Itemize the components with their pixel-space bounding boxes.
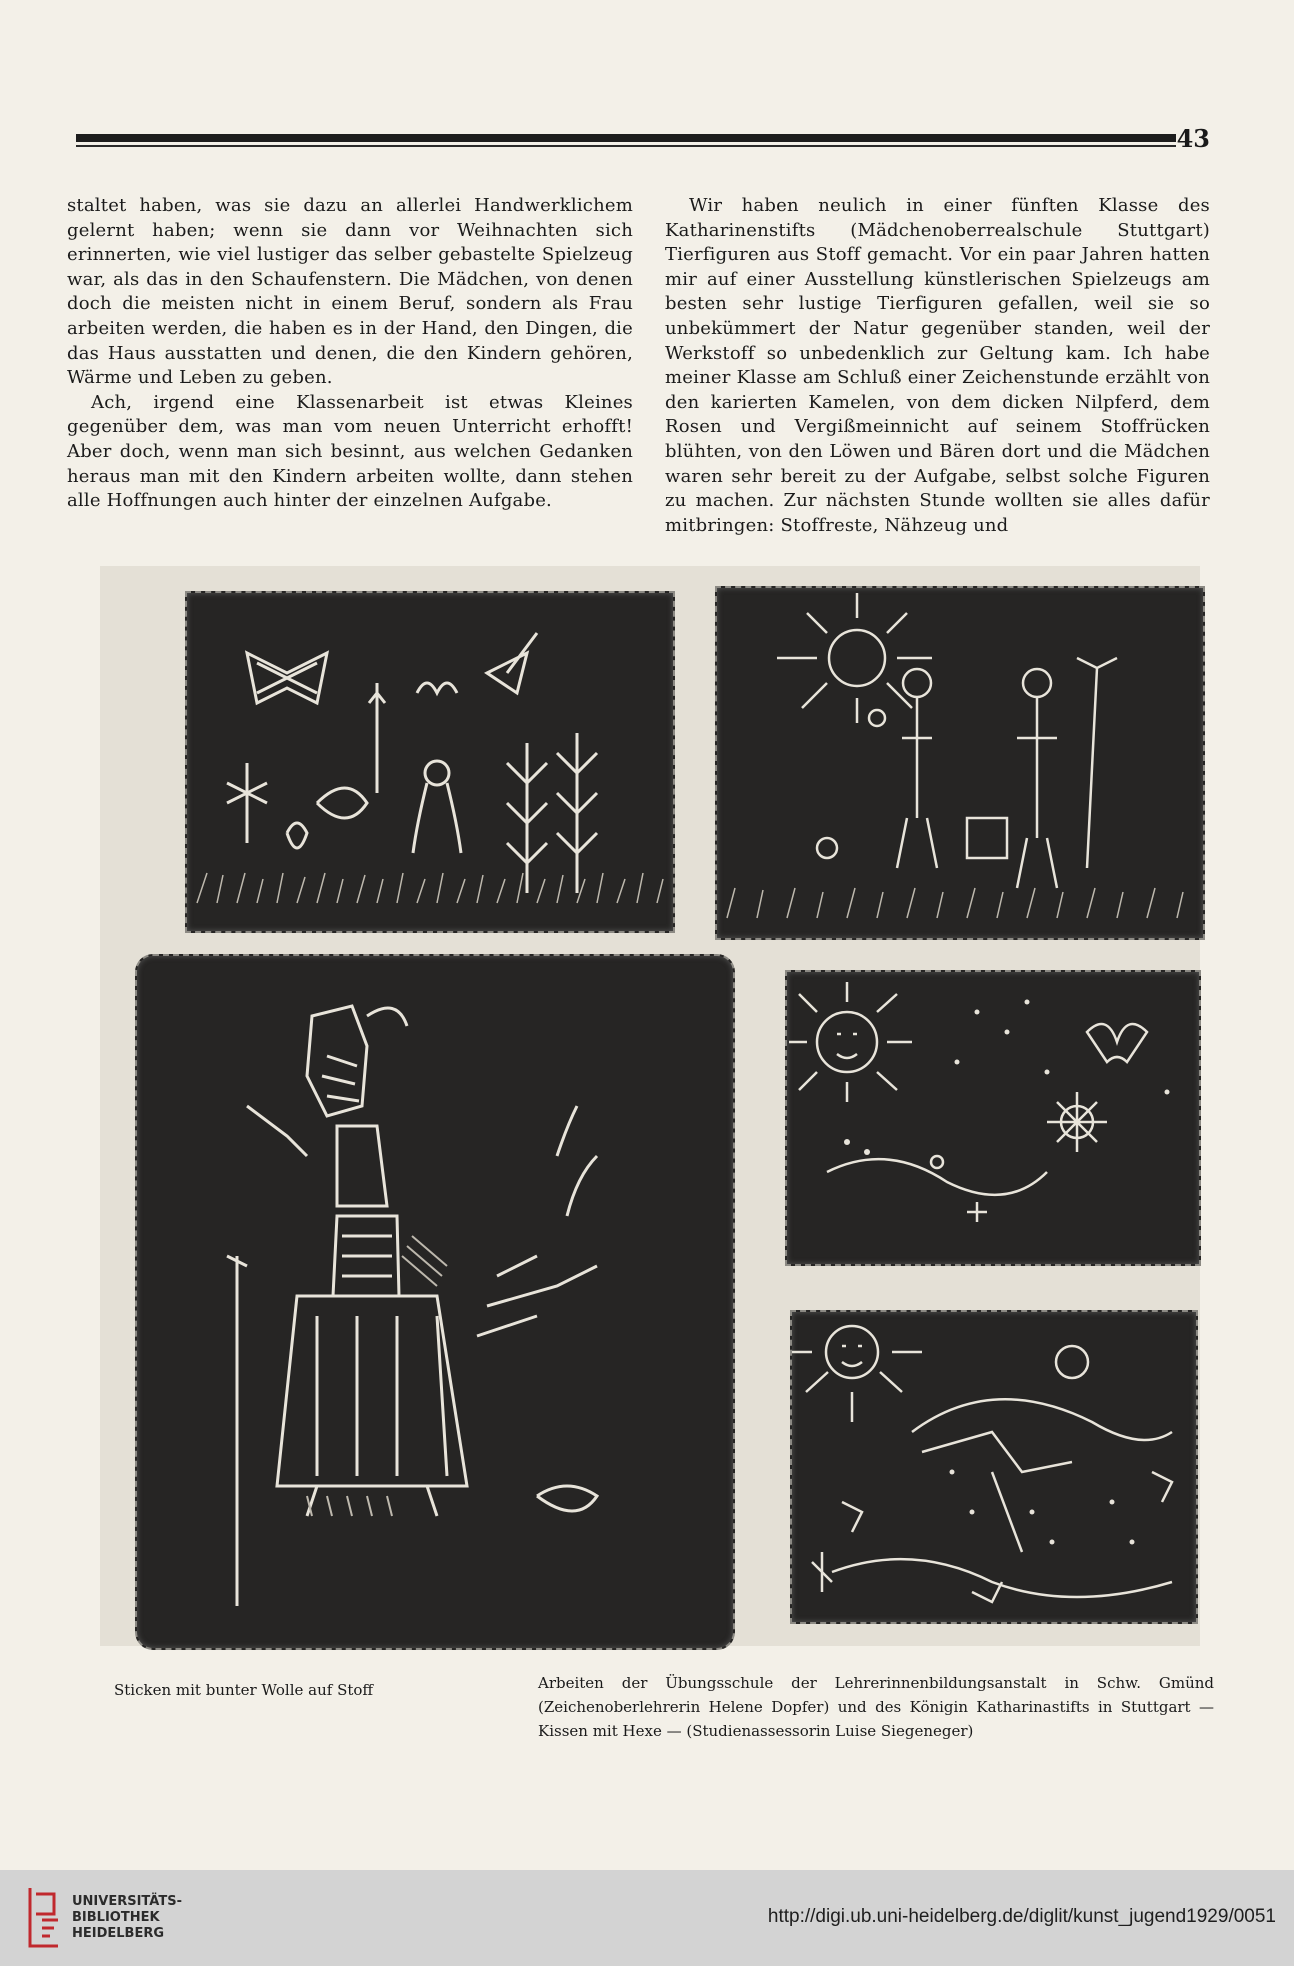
library-name-line: BIBLIOTHEK: [72, 1910, 160, 1925]
photo-caption-left: Sticken mit bunter Wolle auf Stoff: [114, 1681, 374, 1699]
text-column-right: [665, 194, 1210, 538]
sun-figures-embroidery: [717, 588, 1203, 938]
butterfly-plants-embroidery: [187, 593, 673, 931]
header-rule: [76, 134, 1176, 142]
document-url-link[interactable]: http://digi.ub.uni-heidelberg.de/diglit/kunst_jugend1929/0051: [767, 1906, 1276, 1927]
embroidery-panel-butterfly-plants: [185, 591, 675, 933]
embroidery-panel-sun-stars: [785, 970, 1201, 1266]
photo-caption-right: Arbeiten der Übungsschule der Lehrerinnenbildungsanstalt in Schw. Gmünd (Zeichenoberlehrerin Helene Dopfer) und des Königin Katharinastifts in Stuttgart — Kissen mit Hexe — (Studienassessorin Luise Siegeneger): [538, 1674, 1214, 1740]
page-number: 43: [1176, 124, 1210, 153]
library-footer: [0, 1870, 1294, 1966]
library-name: [72, 1894, 182, 1942]
header-rule-thin: [76, 145, 1176, 147]
witch-cushion-embroidery: [137, 956, 733, 1648]
sun-landscape-embroidery: [792, 1312, 1196, 1622]
paragraph: staltet haben, was sie dazu an allerlei Handwerklichem gelernt haben; wenn sie dann vor Weihnachten sich erinnerten, wie viel lustiger das selber gebastelte Spielzeug war, als das in den Schaufenstern. Die Mädchen, von denen doch die meisten nicht in einem Beruf, sondern als Frau arbeiten werden, die haben es in der Hand, den Dingen, die das Haus ausstatten und denen, die den Kindern gehören, Wärme und Leben zu geben.: [67, 195, 633, 389]
embroidery-panel-sun-landscape: [790, 1310, 1198, 1624]
sun-stars-embroidery: [787, 972, 1199, 1264]
university-library-logo-icon: [24, 1884, 64, 1950]
text-column-left: [67, 194, 633, 514]
paragraph: Wir haben neulich in einer fünften Klasse des Katharinenstifts (Mädchenoberrealschule Stuttgart) Tierfiguren aus Stoff gemacht. Vor ein paar Jahren hatten mir auf einer Ausstellung künstlerischen Spielzeugs am besten sehr lustige Tierfiguren gefallen, weil sie so unbekümmert der Natur gegenüber standen, weil der Werkstoff so unbedenklich zur Geltung kam. Ich habe meiner Klasse am Schluß einer Zeichenstunde erzählt von den karierten Kamelen, von dem dicken Nilpferd, dem Rosen und Vergißmeinnicht auf seinem Stoffrücken blühten, von den Löwen und Bären dort und die Mädchen waren sehr bereit zu der Aufgabe, selbst solche Figuren zu machen. Zur nächsten Stunde wollten sie alles dafür mitbringen: Stoffreste, Nähzeug und: [665, 195, 1210, 536]
paragraph: Ach, irgend eine Klassenarbeit ist etwas Kleines gegenüber dem, was man vom neuen Unterricht erhofft! Aber doch, wenn man sich besinnt, aus welchen Gedanken heraus man mit den Kindern arbeiten wollte, dann stehen alle Hoffnungen auch hinter der einzelnen Aufgabe.: [67, 391, 633, 512]
library-name-line: HEIDELBERG: [72, 1926, 165, 1941]
embroidery-panel-sun-figures: [715, 586, 1205, 940]
library-name-line: UNIVERSITÄTS-: [72, 1894, 182, 1909]
embroidery-panel-witch-cushion: [135, 954, 735, 1650]
embroidery-photo-plate: [100, 566, 1200, 1646]
